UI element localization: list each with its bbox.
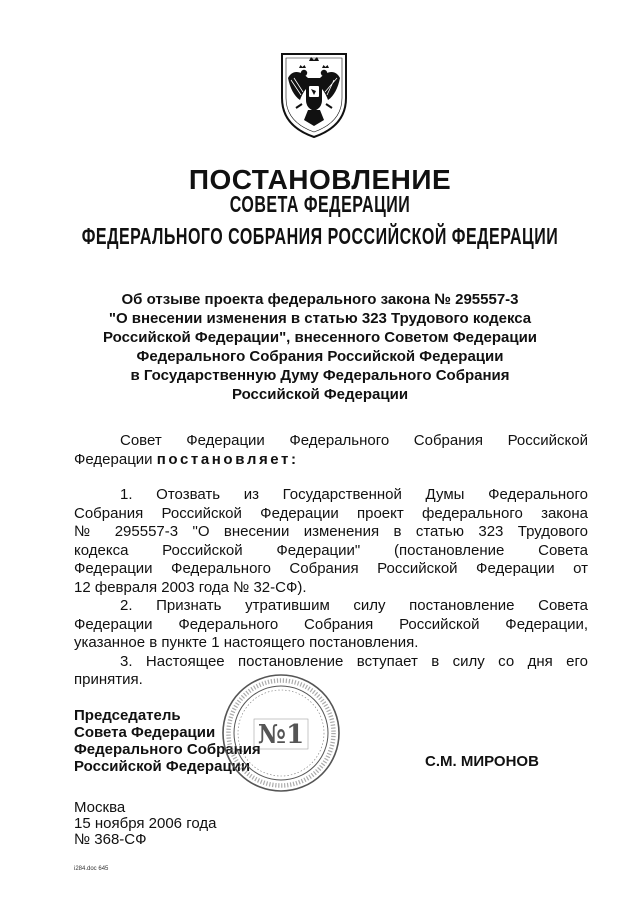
resolution-number: № 368-СФ bbox=[74, 831, 147, 848]
preamble bbox=[74, 431, 588, 469]
preamble-start: Федерации bbox=[74, 451, 153, 468]
item-line: 2. Признать утратившим силу постановление Совета bbox=[120, 597, 588, 614]
signer-title-line: Совета Федерации bbox=[74, 724, 216, 741]
item-line: кодекса Российской Федерации" (постановление Совета bbox=[74, 541, 588, 559]
item-line: 3. Настоящее постановление вступает в силу со дня его bbox=[120, 652, 588, 670]
signer-title-line: Председатель bbox=[74, 707, 181, 724]
official-seal-stamp bbox=[220, 672, 342, 794]
subject-line: Российской Федерации", внесенного Советом Федерации bbox=[102, 329, 538, 346]
resolution-subject bbox=[80, 290, 560, 404]
signer-title-line: Федерального Собрания bbox=[74, 741, 261, 758]
item-line: принятия. bbox=[74, 671, 143, 688]
preamble-line: Совет Федерации Федерального Собрания Российской bbox=[120, 432, 588, 449]
subject-line: Российской Федерации bbox=[231, 386, 409, 403]
issuer-line-2: ФЕДЕРАЛЬНОГО СОБРАНИЯ РОССИЙСКОЙ ФЕДЕРАЦИИ bbox=[81, 224, 559, 250]
coat-of-arms-emblem bbox=[276, 48, 352, 140]
decree-verb: постановляет: bbox=[156, 451, 299, 468]
subject-line: в Государственную Думу Федерального Собрания bbox=[130, 367, 510, 384]
document-footer bbox=[74, 800, 216, 848]
date-of-signing: 15 ноября 2006 года bbox=[74, 815, 217, 832]
file-tag: i284.doc 645 bbox=[74, 866, 109, 872]
item-line: указанное в пункте 1 настоящего постановления. bbox=[74, 634, 419, 651]
preamble-line bbox=[74, 450, 588, 469]
item-line: 12 февраля 2003 года № 32-СФ). bbox=[74, 578, 307, 596]
item-line: № 295557-3 "О внесении изменения в статью 323 Трудового bbox=[74, 523, 588, 540]
subject-line: Федерального Собрания Российской Федерации bbox=[136, 348, 504, 365]
subject-line: Об отзыве проекта федерального закона № 295557-3 bbox=[121, 291, 519, 308]
signer-name: С.М. МИРОНОВ bbox=[425, 753, 539, 770]
item-line: Федерации Федерального Собрания Российской Федерации, bbox=[74, 615, 588, 633]
item-line: Федерации Федерального Собрания Российской Федерации от bbox=[74, 560, 588, 577]
signer-title-line: Российской Федерации bbox=[74, 758, 251, 775]
item-line: Собрания Российской Федерации проект федерального закона bbox=[74, 504, 588, 522]
subject-line: "О внесении изменения в статью 323 Трудового кодекса bbox=[108, 310, 532, 327]
seal-number: №1 bbox=[257, 720, 305, 750]
place-of-signing: Москва bbox=[74, 799, 126, 816]
item-line: 1. Отозвать из Государственной Думы Федерального bbox=[120, 486, 588, 503]
issuer-line-1: СОВЕТА ФЕДЕРАЦИИ bbox=[229, 192, 411, 218]
resolution-items bbox=[74, 486, 588, 690]
document-type-heading: ПОСТАНОВЛЕНИЕ bbox=[188, 164, 452, 195]
